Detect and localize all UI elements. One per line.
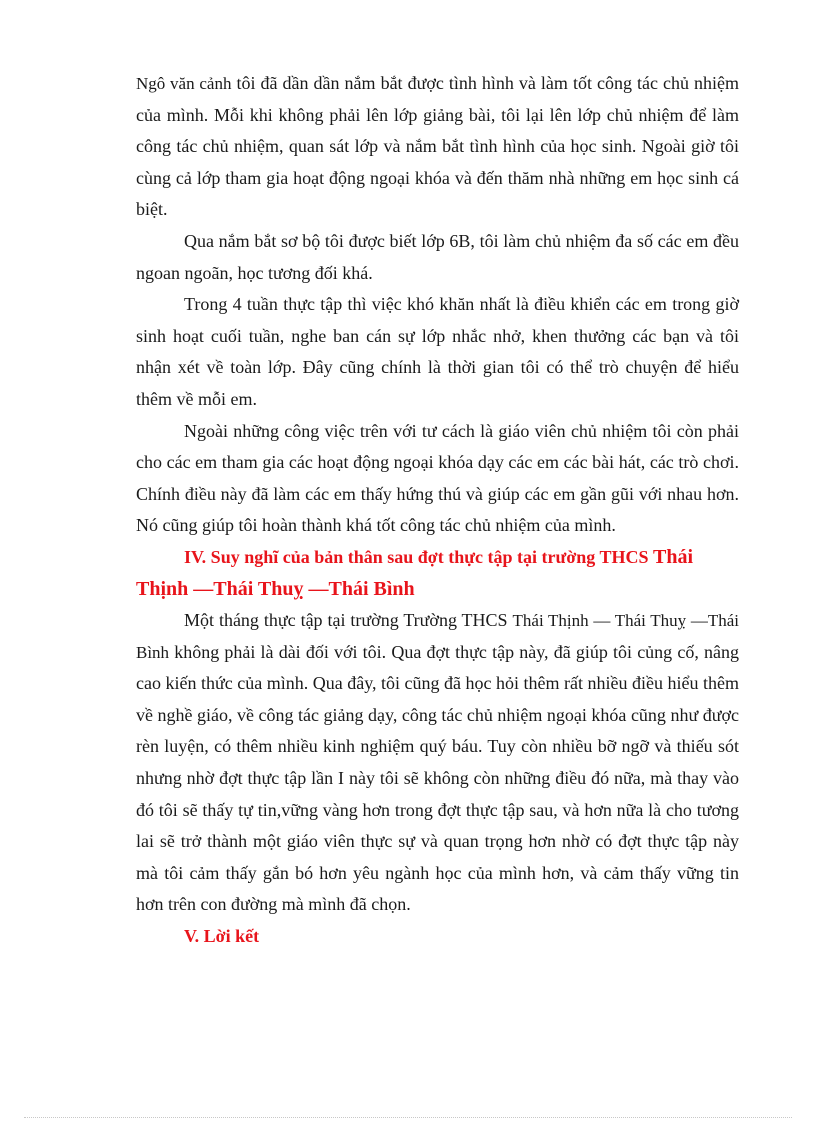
paragraph-1-body: tôi đã dần dần nắm bắt được tình hình và làm tốt công tác chủ nhiệm của mình. Mỗi khi không phải lên lớp giảng bài, tôi lại lên lớp chủ nhiệm để làm công tác chủ nhiệm, quan sát lớp và nắm bắt tình hình của học sinh. Ngoài giờ tôi cùng cả lớp tham gia hoạt động ngoại khóa và đến thăm nhà những em học sinh cá biệt. <box>136 73 739 220</box>
paragraph-5-lead: Một tháng thực tập tại trường Trường THCS <box>184 610 513 631</box>
paragraph-5-place: Thái Thịnh — Thái Thuỵ —Thái Bình <box>136 611 739 662</box>
section-heading-v: V. Lời kết <box>184 926 260 947</box>
paragraph-1-lead: Ngô văn cảnh <box>136 74 232 93</box>
page-bottom-rule <box>24 1117 792 1118</box>
paragraph-5 <box>136 605 739 921</box>
document-page <box>136 68 739 953</box>
paragraph-3: Trong 4 tuần thực tập thì việc khó khăn nhất là điều khiển các em trong giờ sinh hoạt cuối tuần, nghe ban cán sự lớp nhắc nhở, khen thưởng các bạn và tôi nhận xét về toàn lớp. Đây cũng chính là thời gian tôi có thể trò chuyện để hiểu thêm về mỗi em. <box>136 294 739 409</box>
section-heading-iv <box>136 542 739 605</box>
paragraph-5-body: không phải là dài đối với tôi. Qua đợt thực tập này, đã giúp tôi củng cố, nâng cao kiến thức của mình. Qua đây, tôi cũng đã học hỏi thêm rất nhiều điều hiểu thêm về nghề giáo, về công tác giảng dạy, công tác chủ nhiệm ngoại khóa cũng như được rèn luyện, có thêm nhiều kinh nghiệm quý báu. Tuy còn nhiều bỡ ngỡ và thiếu sót nhưng nhờ đợt thực tập lần I này tôi sẽ không còn những điều đó nữa, mà thay vào đó tôi sẽ thấy tự tin,vững vàng hơn trong đợt thực tập sau, và hơn nữa là cho tương lai sẽ trở thành một giáo viên thực sự và quan trọng hơn nhờ có đợt thực tập này mà tôi cảm thấy gắn bó hơn yêu ngành học của mình hơn, và cảm thấy vững tin hơn trên con đường mà mình đã chọn. <box>136 641 739 915</box>
paragraph-4: Ngoài những công việc trên với tư cách là giáo viên chủ nhiệm tôi còn phải cho các em tham gia các hoạt động ngoại khóa dạy các em các bài hát, các trò chơi. Chính điều này đã làm các em thấy hứng thú và giúp các em gần gũi với nhau hơn. Nó cũng giúp tôi hoàn thành khá tốt công tác chủ nhiệm của mình. <box>136 420 739 536</box>
section-heading-iv-main: IV. Suy nghĩ của bản thân sau đợt thực tập tại trường THCS <box>184 546 654 567</box>
paragraph-2: Qua nắm bắt sơ bộ tôi được biết lớp 6B, tôi làm chủ nhiệm đa số các em đều ngoan ngoãn, học tương đối khá. <box>136 230 739 283</box>
paragraph-1 <box>136 68 739 226</box>
section-heading-iv-place: Thái Thịnh —Thái Thuỵ —Thái Bình <box>136 545 694 600</box>
